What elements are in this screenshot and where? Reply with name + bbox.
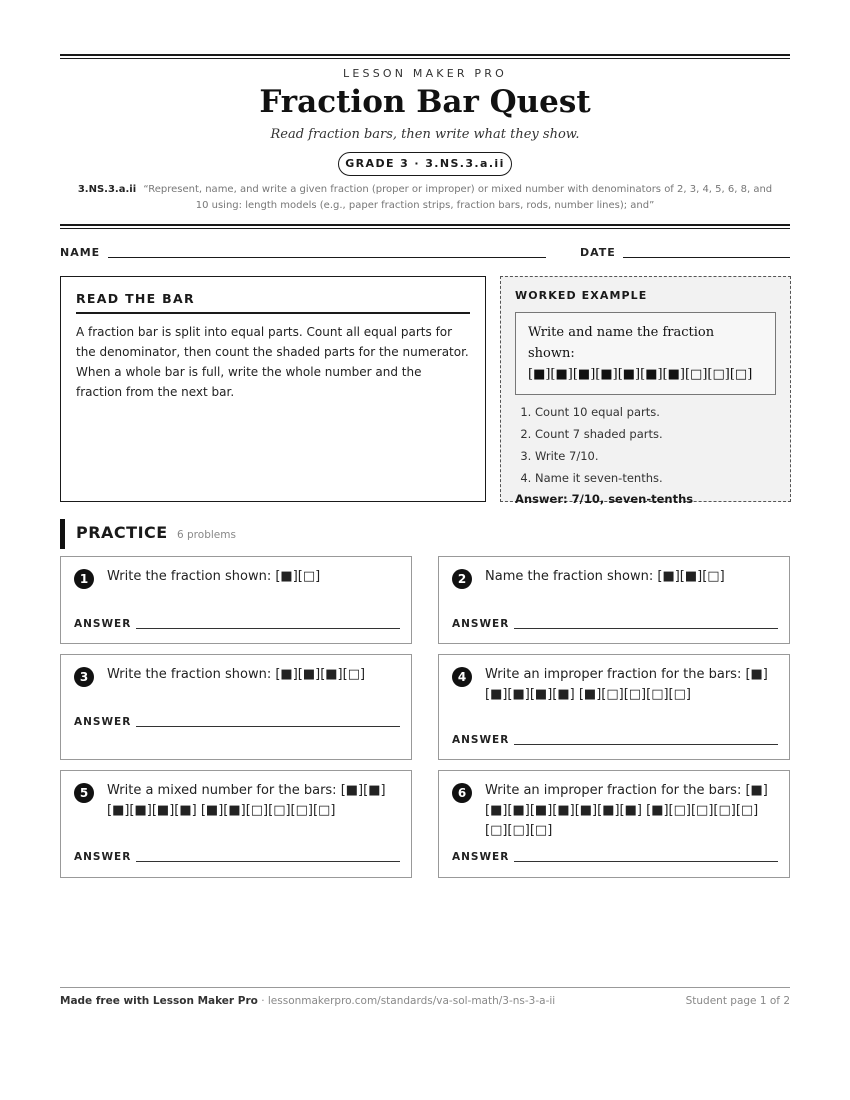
problem-number-6: 6	[452, 783, 472, 803]
answer-field-5[interactable]	[136, 861, 400, 862]
answer-label: ANSWER	[74, 716, 132, 728]
answer-label: ANSWER	[74, 851, 132, 863]
problem-text-6: Write an improper fraction for the bars: [■][■][■][■][■][■][■][■] [■][□][□][□][□][□][□][□]	[485, 783, 768, 838]
worked-example-answer: Answer: 7/10, seven-tenths	[515, 492, 694, 506]
date-field[interactable]	[623, 257, 790, 258]
problem-number-4: 4	[452, 667, 472, 687]
problem-card-3	[60, 654, 412, 760]
problem-card-6	[438, 770, 790, 878]
answer-label: ANSWER	[452, 618, 510, 630]
footer-page-number: Student page 1 of 2	[685, 995, 790, 1007]
problem-card-2	[438, 556, 790, 644]
problem-number-5: 5	[74, 783, 94, 803]
worked-example-step: 1. Count 10 equal parts.	[535, 401, 776, 423]
practice-heading: PRACTICE	[76, 523, 168, 542]
footer-url[interactable]: · lessonmakerpro.com/standards/va-sol-math/3-ns-3-a-ii	[257, 995, 556, 1007]
page-title: Fraction Bar Quest	[259, 84, 591, 120]
footer-credit	[60, 995, 555, 1007]
header-top-rule	[60, 54, 790, 59]
read-the-bar-heading: READ THE BAR	[76, 291, 470, 314]
problem-text-3: Write the fraction shown: [■][■][■][□]	[107, 667, 366, 682]
worked-example-panel	[500, 276, 791, 506]
problem-text-2: Name the fraction shown: [■][■][□]	[485, 569, 725, 584]
name-label: NAME	[60, 246, 101, 259]
answer-field-6[interactable]	[514, 861, 778, 862]
worked-example-step: 3. Write 7/10.	[535, 445, 776, 467]
problem-card-1	[60, 556, 412, 644]
date-label: DATE	[580, 246, 616, 259]
name-field[interactable]	[108, 257, 546, 258]
footer-rule	[60, 987, 790, 988]
worked-example-step: 4. Name it seven-tenths.	[535, 467, 776, 489]
read-the-bar-text: A fraction bar is split into equal parts. Count all equal parts for the denominator, then count the shaded parts for the numerator. When a whole bar is full, write the whole number and the fraction from the next bar.	[76, 325, 469, 399]
practice-count: 6 problems	[177, 529, 236, 541]
problem-text-4: Write an improper fraction for the bars: [■][■][■][■][■] [■][□][□][□][□]	[485, 667, 768, 702]
worked-example-prompt-text: Write and name the fraction shown:	[528, 325, 715, 361]
header-bottom-rule	[60, 224, 790, 229]
problem-card-5	[60, 770, 412, 878]
worked-example-prompt	[515, 312, 776, 395]
worked-example-fraction-bar: [■][■][■][■][■][■][■][□][□][□]	[528, 367, 753, 382]
worked-example-steps	[515, 401, 776, 489]
standard-description	[70, 182, 780, 214]
problem-number-3: 3	[74, 667, 94, 687]
problem-number-1: 1	[74, 569, 94, 589]
standard-text: “Represent, name, and write a given fraction (proper or improper) or mixed number with denominators of 2, 3, 4, 5, 6, 8, and 10 using: length models (e.g., paper fraction strips, fraction bars, rods, number lines); and”	[143, 184, 773, 211]
brand-name: LESSON MAKER PRO	[343, 67, 507, 80]
answer-field-2[interactable]	[514, 628, 778, 629]
problem-text-5: Write a mixed number for the bars: [■][■][■][■][■][■] [■][■][□][□][□][□]	[107, 783, 386, 818]
worked-example-heading: WORKED EXAMPLE	[515, 289, 648, 302]
answer-field-4[interactable]	[514, 744, 778, 745]
grade-badge: GRADE 3 · 3.NS.3.a.ii	[338, 152, 512, 176]
footer-made-with: Made free with Lesson Maker Pro	[60, 995, 258, 1007]
standard-code: 3.NS.3.a.ii	[77, 184, 137, 195]
answer-label: ANSWER	[452, 734, 510, 746]
problem-text-1: Write the fraction shown: [■][□]	[107, 569, 321, 584]
answer-field-3[interactable]	[136, 726, 400, 727]
answer-field-1[interactable]	[136, 628, 400, 629]
answer-label: ANSWER	[74, 618, 132, 630]
answer-label: ANSWER	[452, 851, 510, 863]
problem-number-2: 2	[452, 569, 472, 589]
problem-card-4	[438, 654, 790, 760]
page-subtitle: Read fraction bars, then write what they show.	[270, 127, 580, 142]
practice-accent-bar	[60, 519, 65, 549]
read-the-bar-panel	[60, 276, 486, 502]
worked-example-step: 2. Count 7 shaded parts.	[535, 423, 776, 445]
